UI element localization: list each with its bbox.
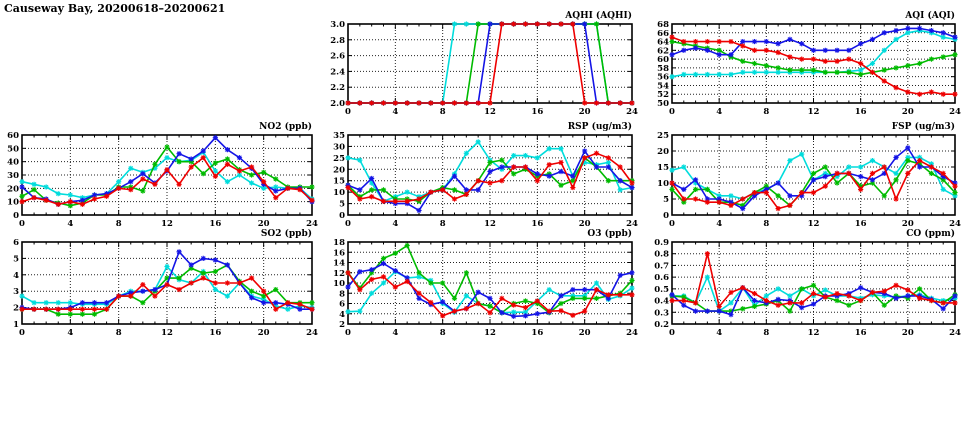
svg-text:20: 20 (901, 107, 914, 117)
svg-text:16: 16 (854, 107, 867, 117)
svg-text:4: 4 (392, 107, 399, 117)
svg-text:8: 8 (115, 219, 122, 229)
svg-text:20: 20 (578, 219, 591, 229)
y-tick-labels (330, 20, 345, 109)
svg-text:20: 20 (333, 165, 345, 176)
svg-text:16: 16 (854, 328, 867, 338)
svg-text:4: 4 (716, 328, 723, 338)
svg-text:10: 10 (333, 188, 345, 199)
svg-text:24: 24 (306, 219, 318, 229)
grid (672, 24, 955, 103)
grid (348, 24, 632, 103)
svg-text:0: 0 (669, 328, 675, 338)
svg-text:25: 25 (333, 153, 345, 164)
svg-text:0: 0 (345, 219, 351, 229)
chart-aqhi (330, 20, 638, 117)
svg-text:10: 10 (7, 197, 19, 208)
svg-text:4: 4 (392, 328, 399, 338)
svg-text:0: 0 (669, 107, 675, 117)
svg-text:5: 5 (663, 195, 669, 205)
svg-text:0: 0 (19, 219, 25, 229)
svg-text:40: 40 (7, 157, 19, 168)
svg-text:20: 20 (578, 107, 591, 117)
svg-text:2: 2 (339, 320, 345, 330)
svg-text:24: 24 (626, 107, 638, 117)
svg-text:16: 16 (333, 248, 345, 259)
svg-text:0: 0 (345, 328, 351, 338)
svg-text:66: 66 (657, 28, 669, 39)
x-tick-labels (345, 219, 638, 229)
chart-title-no2: NO2 (ppb) (259, 122, 312, 132)
svg-text:2.2: 2.2 (330, 83, 345, 94)
svg-text:0.3: 0.3 (654, 308, 669, 319)
svg-text:3: 3 (13, 287, 19, 298)
chart-title-fsp: FSP (ug/m3) (891, 122, 955, 132)
svg-text:0.9: 0.9 (654, 238, 669, 248)
svg-text:4: 4 (13, 270, 19, 281)
chart-no2 (7, 131, 318, 229)
svg-text:50: 50 (7, 144, 19, 155)
svg-text:30: 30 (333, 142, 345, 153)
svg-text:0.4: 0.4 (654, 296, 669, 307)
svg-text:5: 5 (339, 199, 345, 210)
svg-text:2.4: 2.4 (330, 67, 345, 78)
svg-text:4: 4 (67, 219, 74, 229)
svg-text:0: 0 (339, 211, 345, 221)
svg-text:0.5: 0.5 (654, 284, 669, 295)
y-tick-labels (7, 131, 19, 221)
page-title: Causeway Bay, 20200618–20200621 (4, 2, 226, 15)
svg-text:16: 16 (209, 328, 222, 338)
svg-text:0: 0 (13, 211, 19, 221)
svg-text:3.0: 3.0 (330, 20, 345, 30)
svg-text:0.7: 0.7 (654, 261, 669, 272)
svg-text:8: 8 (339, 289, 345, 300)
y-tick-labels (13, 238, 19, 330)
svg-text:60: 60 (7, 131, 19, 141)
svg-text:52: 52 (657, 90, 669, 101)
svg-text:4: 4 (392, 219, 399, 229)
x-tick-labels (345, 328, 638, 338)
svg-text:15: 15 (333, 176, 345, 187)
x-tick-labels (669, 328, 961, 338)
chart-title-aqhi: AQHI (AQHI) (565, 11, 632, 21)
svg-text:20: 20 (578, 328, 591, 338)
svg-text:12: 12 (333, 268, 345, 279)
chart-title-co: CO (ppm) (906, 229, 955, 239)
y-tick-labels (657, 20, 669, 109)
svg-text:8: 8 (763, 107, 770, 117)
svg-text:12: 12 (484, 219, 496, 229)
svg-text:50: 50 (657, 99, 669, 109)
x-tick-labels (19, 219, 318, 229)
svg-text:8: 8 (439, 107, 446, 117)
svg-text:20: 20 (901, 219, 914, 229)
svg-text:20: 20 (657, 147, 669, 157)
svg-text:2: 2 (13, 303, 19, 314)
svg-text:24: 24 (949, 107, 961, 117)
chart-aqi (657, 20, 961, 117)
svg-text:30: 30 (7, 171, 19, 181)
chart-o3 (333, 238, 638, 338)
chart-title-so2: SO2 (ppb) (260, 229, 312, 239)
y-tick-labels (333, 131, 345, 221)
chart-title-rsp: RSP (ug/m3) (567, 122, 632, 132)
svg-text:8: 8 (439, 328, 446, 338)
svg-text:24: 24 (626, 328, 638, 338)
svg-text:16: 16 (854, 219, 867, 229)
y-tick-labels (333, 238, 345, 330)
svg-text:24: 24 (306, 328, 318, 338)
svg-text:6: 6 (339, 299, 345, 310)
y-tick-labels (657, 131, 669, 221)
svg-text:5: 5 (13, 254, 19, 265)
svg-text:16: 16 (531, 219, 544, 229)
svg-text:16: 16 (531, 328, 544, 338)
svg-text:2.8: 2.8 (330, 35, 345, 46)
svg-text:20: 20 (257, 219, 270, 229)
svg-text:20: 20 (7, 184, 19, 195)
svg-text:0: 0 (345, 107, 351, 117)
svg-text:0: 0 (663, 211, 669, 221)
svg-text:2.6: 2.6 (330, 51, 345, 62)
svg-text:62: 62 (657, 46, 669, 57)
svg-text:0.2: 0.2 (654, 320, 669, 330)
series-green (345, 155, 634, 204)
svg-text:18: 18 (333, 238, 345, 248)
svg-text:20: 20 (257, 328, 270, 338)
svg-text:8: 8 (763, 328, 770, 338)
svg-text:0: 0 (669, 219, 675, 229)
svg-text:10: 10 (657, 179, 669, 189)
series-green (345, 243, 634, 315)
svg-text:4: 4 (716, 107, 723, 117)
chart-co (654, 238, 961, 338)
svg-text:35: 35 (333, 131, 345, 141)
svg-text:8: 8 (763, 219, 770, 229)
chart-rsp (333, 131, 638, 229)
svg-text:4: 4 (67, 328, 74, 338)
svg-text:0: 0 (19, 328, 25, 338)
svg-text:8: 8 (439, 219, 446, 229)
svg-text:16: 16 (531, 107, 544, 117)
svg-text:4: 4 (716, 219, 723, 229)
chart-title-aqi: AQI (AQI) (905, 11, 955, 21)
svg-text:0.6: 0.6 (654, 273, 669, 284)
svg-text:16: 16 (209, 219, 222, 229)
svg-text:68: 68 (657, 20, 669, 30)
svg-text:58: 58 (657, 63, 669, 74)
svg-text:12: 12 (161, 219, 173, 229)
chart-title-o3: O3 (ppb) (587, 229, 632, 239)
svg-text:60: 60 (657, 55, 669, 66)
svg-text:12: 12 (484, 328, 496, 338)
svg-text:15: 15 (657, 163, 669, 173)
svg-text:14: 14 (333, 258, 345, 269)
svg-text:25: 25 (657, 131, 669, 141)
svg-text:12: 12 (807, 328, 820, 338)
svg-text:10: 10 (333, 279, 345, 289)
x-tick-labels (345, 107, 638, 117)
svg-text:2.0: 2.0 (330, 99, 345, 109)
svg-text:1: 1 (13, 320, 19, 330)
svg-text:12: 12 (807, 107, 820, 117)
svg-text:24: 24 (626, 219, 638, 229)
chart-so2 (13, 238, 318, 338)
x-tick-labels (19, 328, 318, 338)
svg-text:6: 6 (13, 238, 19, 248)
svg-text:12: 12 (807, 219, 820, 229)
svg-text:24: 24 (949, 219, 961, 229)
svg-text:20: 20 (901, 328, 914, 338)
svg-text:0.8: 0.8 (654, 249, 669, 260)
svg-text:64: 64 (657, 37, 669, 48)
svg-text:4: 4 (339, 309, 345, 320)
svg-text:56: 56 (657, 72, 669, 83)
x-tick-labels (669, 107, 961, 117)
svg-text:24: 24 (949, 328, 961, 338)
svg-text:54: 54 (657, 81, 669, 92)
svg-text:12: 12 (484, 107, 496, 117)
chart-fsp (657, 131, 961, 229)
y-tick-labels (654, 238, 669, 330)
svg-text:8: 8 (115, 328, 122, 338)
x-tick-labels (669, 219, 961, 229)
svg-text:12: 12 (161, 328, 173, 338)
